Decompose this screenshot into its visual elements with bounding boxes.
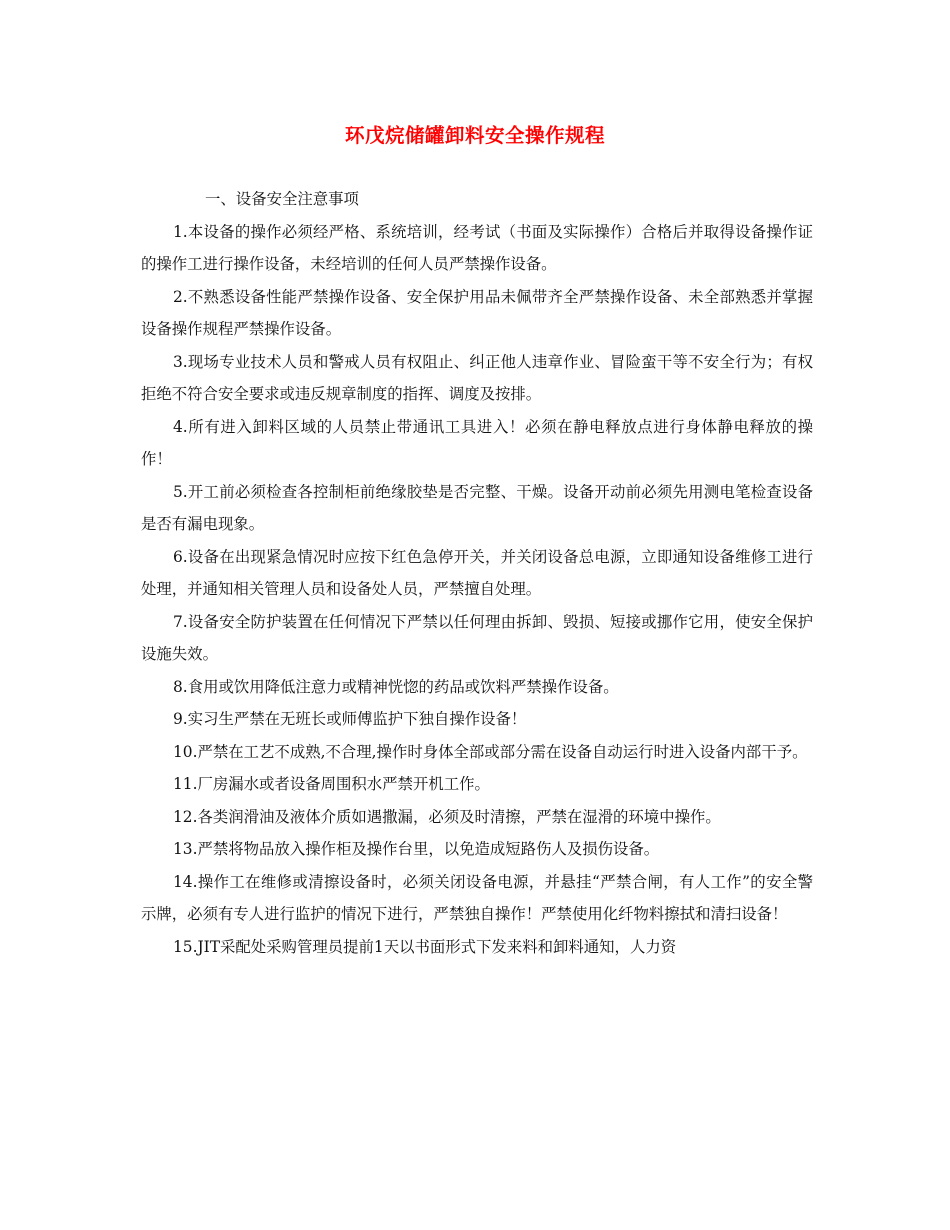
rule-paragraph-4: 4.所有进入卸料区域的人员禁止带通讯工具进入！必须在静电释放点进行身体静电释放的操作！: [141, 417, 813, 468]
rule-paragraph-14: 14.操作工在维修或清擦设备时，必须关闭设备电源，并悬挂“严禁合闸，有人工作”的安全警示牌，必须有专人进行监护的情况下进行，严禁独自操作！严禁使用化纤物料擦拭和清扫设备！: [141, 872, 813, 923]
rule-paragraph-12: 12.各类润滑油及液体介质如遇撒漏，必须及时清擦，严禁在湿滑的环境中操作。: [173, 807, 721, 826]
rule-paragraph-6: 6.设备在出现紧急情况时应按下红色急停开关，并关闭设备总电源，立即通知设备维修工进行处理，并通知相关管理人员和设备处人员，严禁擅自处理。: [141, 547, 813, 598]
rule-paragraph-15: 15.JIT采配处采购管理员提前1天以书面形式下发来料和卸料通知，人力资: [173, 937, 677, 956]
rule-paragraph-7: 7.设备安全防护装置在任何情况下严禁以任何理由拆卸、毁损、短接或挪作它用，使安全保护设施失效。: [141, 612, 813, 663]
rule-paragraph-10: 10.严禁在工艺不成熟,不合理,操作时身体全部或部分需在设备自动运行时进入设备内部干予。: [173, 742, 808, 761]
rule-paragraph-8: 8.食用或饮用降低注意力或精神恍惚的药品或饮料严禁操作设备。: [173, 677, 619, 696]
rule-paragraph-9: 9.实习生严禁在无班长或师傅监护下独自操作设备！: [173, 710, 527, 728]
section-heading: 一、设备安全注意事项: [205, 190, 359, 208]
rule-paragraph-3: 3.现场专业技术人员和警戒人员有权阻止、纠正他人违章作业、冒险蛮干等不安全行为；有权拒绝不符合安全要求或违反规章制度的指挥、调度及按排。: [141, 352, 813, 403]
rule-paragraph-1: 1.本设备的操作必须经严格、系统培训，经考试（书面及实际操作）合格后并取得设备操作证的操作工进行操作设备，未经培训的任何人员严禁操作设备。: [141, 222, 813, 273]
rule-paragraph-11: 11.厂房漏水或者设备周围积水严禁开机工作。: [173, 775, 490, 793]
rule-paragraph-5: 5.开工前必须检查各控制柜前绝缘胶垫是否完整、干燥。设备开动前必须先用测电笔检查设备是否有漏电现象。: [141, 482, 813, 533]
document-body: [141, 183, 813, 963]
document-title: 环戊烷储罐卸料安全操作规程: [344, 124, 605, 147]
rule-paragraph-13: 13.严禁将物品放入操作柜及操作台里，以免造成短路伤人及损伤设备。: [173, 840, 660, 858]
rule-paragraph-2: 2.不熟悉设备性能严禁操作设备、安全保护用品未佩带齐全严禁操作设备、未全部熟悉并掌握设备操作规程严禁操作设备。: [141, 287, 813, 338]
